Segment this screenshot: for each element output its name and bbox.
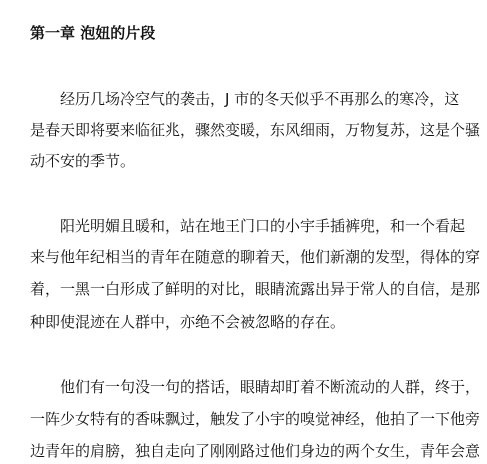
paragraph-3-line-1: 他们有一句没一句的搭话，眼睛却盯着不断流动的人群，终于， <box>30 378 481 396</box>
paragraph-2-line-2: 来与他年纪相当的青年在随意的聊着天，他们新潮的发型，得体的穿 <box>30 248 481 266</box>
paragraph-2-line-4: 种即使混迹在人群中，亦绝不会被忽略的存在。 <box>30 313 346 331</box>
chapter-title: 第一章 泡妞的片段 <box>30 24 156 42</box>
paragraph-1-line-3: 动不安的季节。 <box>30 152 136 170</box>
paragraph-3-line-3: 边青年的肩膀，独自走向了刚刚路过他们身边的两个女生，青年会意 <box>30 442 481 460</box>
paragraph-1-line-1: 经历几场冷空气的袭击，J 市的冬天似乎不再那么的寒冷，这 <box>30 90 460 108</box>
paragraph-1-line-2: 是春天即将要来临征兆，骤然变暖，东风细雨，万物复苏，这是个骚 <box>30 121 481 139</box>
paragraph-2-line-3: 着，一黑一白形成了鲜明的对比，眼睛流露出异于常人的自信，是那 <box>30 280 481 298</box>
paragraph-3-line-2: 一阵少女特有的香味飘过，触发了小宇的嗅觉神经，他拍了一下他旁 <box>30 410 481 428</box>
paragraph-2-line-1: 阳光明媚且暖和，站在地王门口的小宇手插裤兜，和一个看起 <box>30 217 466 235</box>
